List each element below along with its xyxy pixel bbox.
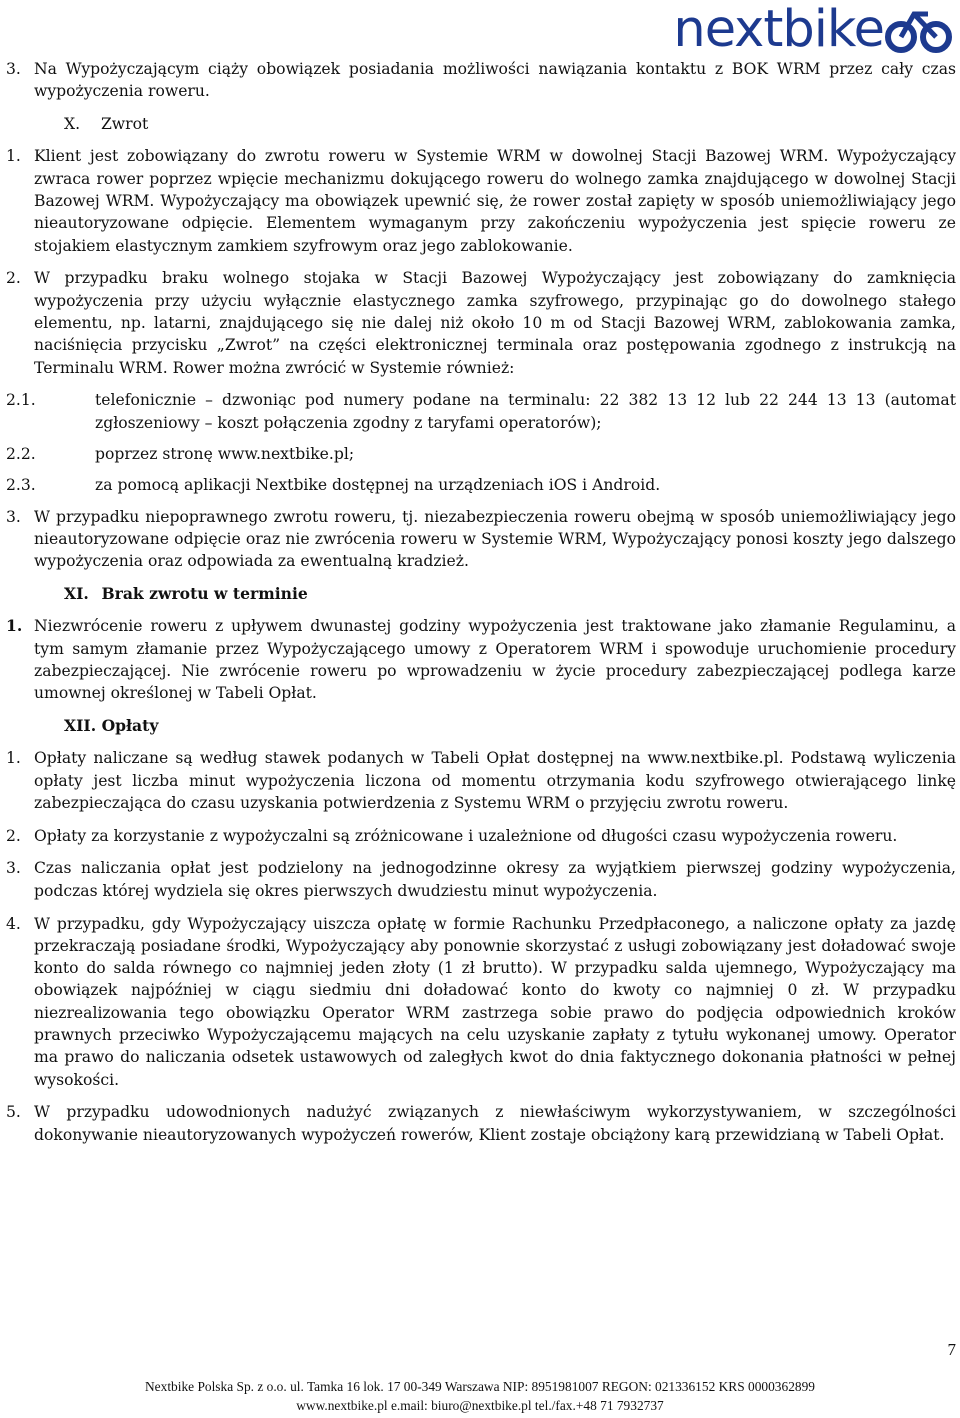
- section-heading-xii: [6, 715, 956, 737]
- subitem-text: za pomocą aplikacji Nextbike dostępnej na urządzeniach iOS i Android.: [95, 476, 661, 495]
- subitem-text: telefonicznie – dzwoniąc pod numery podane na terminalu: 22 382 13 12 lub 22 244 13 13 (automat zgłoszeniowy – koszt połączenia zgodny z taryfami operatorów);: [95, 391, 956, 432]
- intro-item-3: [6, 58, 956, 103]
- bicycle-logo-icon: [884, 6, 954, 54]
- subitem-text: poprzez stronę www.nextbike.pl;: [95, 444, 355, 463]
- section-number: XI.: [64, 583, 89, 603]
- fees-item-2: [6, 825, 956, 847]
- section-title: Opłaty: [101, 715, 159, 735]
- fees-item-5: [6, 1101, 956, 1146]
- fees-item-4: [6, 913, 956, 1091]
- subitem-number: 2.1.: [6, 391, 36, 410]
- item-text: Czas naliczania opłat jest podzielony na jednogodzinne okresy za wyjątkiem pierwszej godziny wypożyczenia, podczas której wydziela się okres pierwszych dwudziestu minut wypożyczenia.: [34, 859, 956, 900]
- item-number: 2.: [6, 826, 21, 845]
- item-text: W przypadku braku wolnego stojaka w Stacji Bazowej Wypożyczający jest zobowiązany do zamknięcia wypożyczenia przy użyciu wyłącznie elastycznego zamka szyfrowego, przypinając go do dowolnego stałego elementu, np. latarni, znajdującego się nie dalej niż około 10 m od Stacji Bazowej WRM, zablokowania zamka, naciśnięcia przycisku „Zwrot” na części elektronicznej terminala oraz postępowania zgodnego z instrukcją na Terminalu WRM. Rower można zwrócić w Systemie również:: [34, 269, 956, 377]
- return-item-2: [6, 267, 956, 378]
- section-title: Brak zwrotu w terminie: [101, 583, 308, 603]
- fees-item-3: [6, 857, 956, 902]
- section-title: Zwrot: [100, 115, 149, 134]
- item-text: Na Wypożyczającym ciąży obowiązek posiadania możliwości nawiązania kontaktu z BOK WRM przez cały czas wypożyczenia roweru.: [34, 60, 956, 101]
- item-text: Klient jest zobowiązany do zwrotu roweru w Systemie WRM w dowolnej Stacji Bazowej WRM. Wypożyczający zwraca rower poprzez wpięcie mechanizmu dokującego roweru do wolnego zamka znajdującego w dowolnej Stacji Bazowej WRM. Wypożyczający ma obowiązek upewnić się, że rower został zapięty w sposób uniemożliwiający jego nieautoryzowane odpięcie. Elementem wymaganym przy zakończeniu wypożyczenia jest spięcie roweru ze stojakiem elastycznym zamkiem szyfrowym oraz jego zablokowanie.: [34, 147, 956, 255]
- item-number: 3.: [6, 859, 21, 878]
- item-number: 3.: [6, 507, 21, 526]
- item-text: Opłaty naliczane są według stawek podanych w Tabeli Opłat dostępnej na www.nextbike.pl. Podstawą wyliczenia opłaty jest liczba minut wypożyczenia liczona od momentu otrzymania kodu szyfrowego otwierającego linkę zabezpieczająca do czasu uzyskania potwierdzenia z Systemu WRM o przyjęciu zwrotu roweru.: [34, 749, 956, 812]
- section-number: XII.: [64, 715, 97, 735]
- footer-company-line: Nextbike Polska Sp. z o.o. ul. Tamka 16 lok. 17 00-349 Warszawa NIP: 8951981007 REGON: 021336152 KRS 0000362899: [145, 1379, 815, 1394]
- page-number: 7: [947, 1340, 956, 1359]
- item-text: W przypadku, gdy Wypożyczający uiszcza opłatę w formie Rachunku Przedpłaconego, a naliczone opłaty za jazdę przekraczają posiadane środki, Wypożyczający aby ponownie skorzystać z usługi zobowiązany jest doładować swoje konto do salda równego co najmniej jeden złoty (1 zł brutto). W przypadku salda ujemnego, Wypożyczający ma obowiązek najpóźniej w ciągu siedmiu dni doładować konto do kwoty co najmniej 0 zł. W przypadku niezrealizowania tego obowiązku Operator WRM zastrzega sobie prawo do podjęcia odpowiednich kroków prawnych przeciwko Wypożyczającemu mających na celu uzyskanie zapłaty z tytułu wykonanej umowy. Operator ma prawo do naliczania odsetek ustawowych od zaległych kwot do dnia faktycznego dokonania płatności w pełnej wysokości.: [34, 914, 956, 1089]
- item-number: 1.: [6, 147, 21, 166]
- item-text: W przypadku udowodnionych nadużyć związanych z niewłaściwym wykorzystywaniem, w szczególności dokonywanie nieautoryzowanych wypożyczeń rowerów, Klient zostaje obciążony karą przewidzianą w Tabeli Opłat.: [34, 1103, 956, 1144]
- item-number: 3.: [6, 60, 21, 78]
- section-number: X.: [64, 115, 81, 134]
- item-number: 2.: [6, 269, 21, 288]
- section-heading-x: [6, 113, 956, 135]
- item-text: W przypadku niepoprawnego zwrotu roweru, tj. niezabezpieczenia roweru obejmą w sposób uniemożliwiający jego nieautoryzowane odpięcie oraz nie zwrócenia roweru w Systemie WRM, Wypożyczający ponosi koszty jego dalszego wypożyczenia oraz odpowiada za ewentualną kradzież.: [34, 507, 956, 571]
- item-text: Opłaty za korzystanie z wypożyczalni są zróżnicowane i uzależnione od długości czasu wypożyczenia roweru.: [34, 826, 898, 845]
- return-item-1: [6, 145, 956, 256]
- late-return-item-1: [6, 615, 956, 704]
- nextbike-logo: [673, 0, 954, 59]
- item-number: 1.: [6, 616, 23, 636]
- section-heading-xi: [6, 583, 956, 605]
- document-body: [6, 58, 956, 1156]
- item-number: 1.: [6, 749, 21, 768]
- item-number: 4.: [6, 914, 21, 933]
- return-item-3: [6, 506, 956, 573]
- item-number: 5.: [6, 1103, 21, 1122]
- subitem-number: 2.2.: [6, 444, 36, 463]
- fees-item-1: [6, 747, 956, 814]
- subitem-number: 2.3.: [6, 476, 36, 495]
- return-subitem-2-2: [6, 443, 956, 465]
- return-subitem-2-3: [6, 474, 956, 496]
- item-text: Niezwrócenie roweru z upływem dwunastej godziny wypożyczenia jest traktowane jako złamanie Regulaminu, a tym samym złamanie przez Wypożyczającego umowy z Operatorem WRM i spowoduje uruchomienie procedury zabezpieczającej. Nie zwrócenie roweru po wprowadzeniu w życie procedury zabezpieczającej podlega karze umownej określonej w Tabeli Opłat.: [34, 617, 956, 703]
- logo-text: nextbike: [673, 0, 884, 59]
- footer-contact-line: www.nextbike.pl e.mail: biuro@nextbike.pl tel./fax.+48 71 7932737: [296, 1398, 664, 1413]
- return-subitem-2-1: [6, 389, 956, 434]
